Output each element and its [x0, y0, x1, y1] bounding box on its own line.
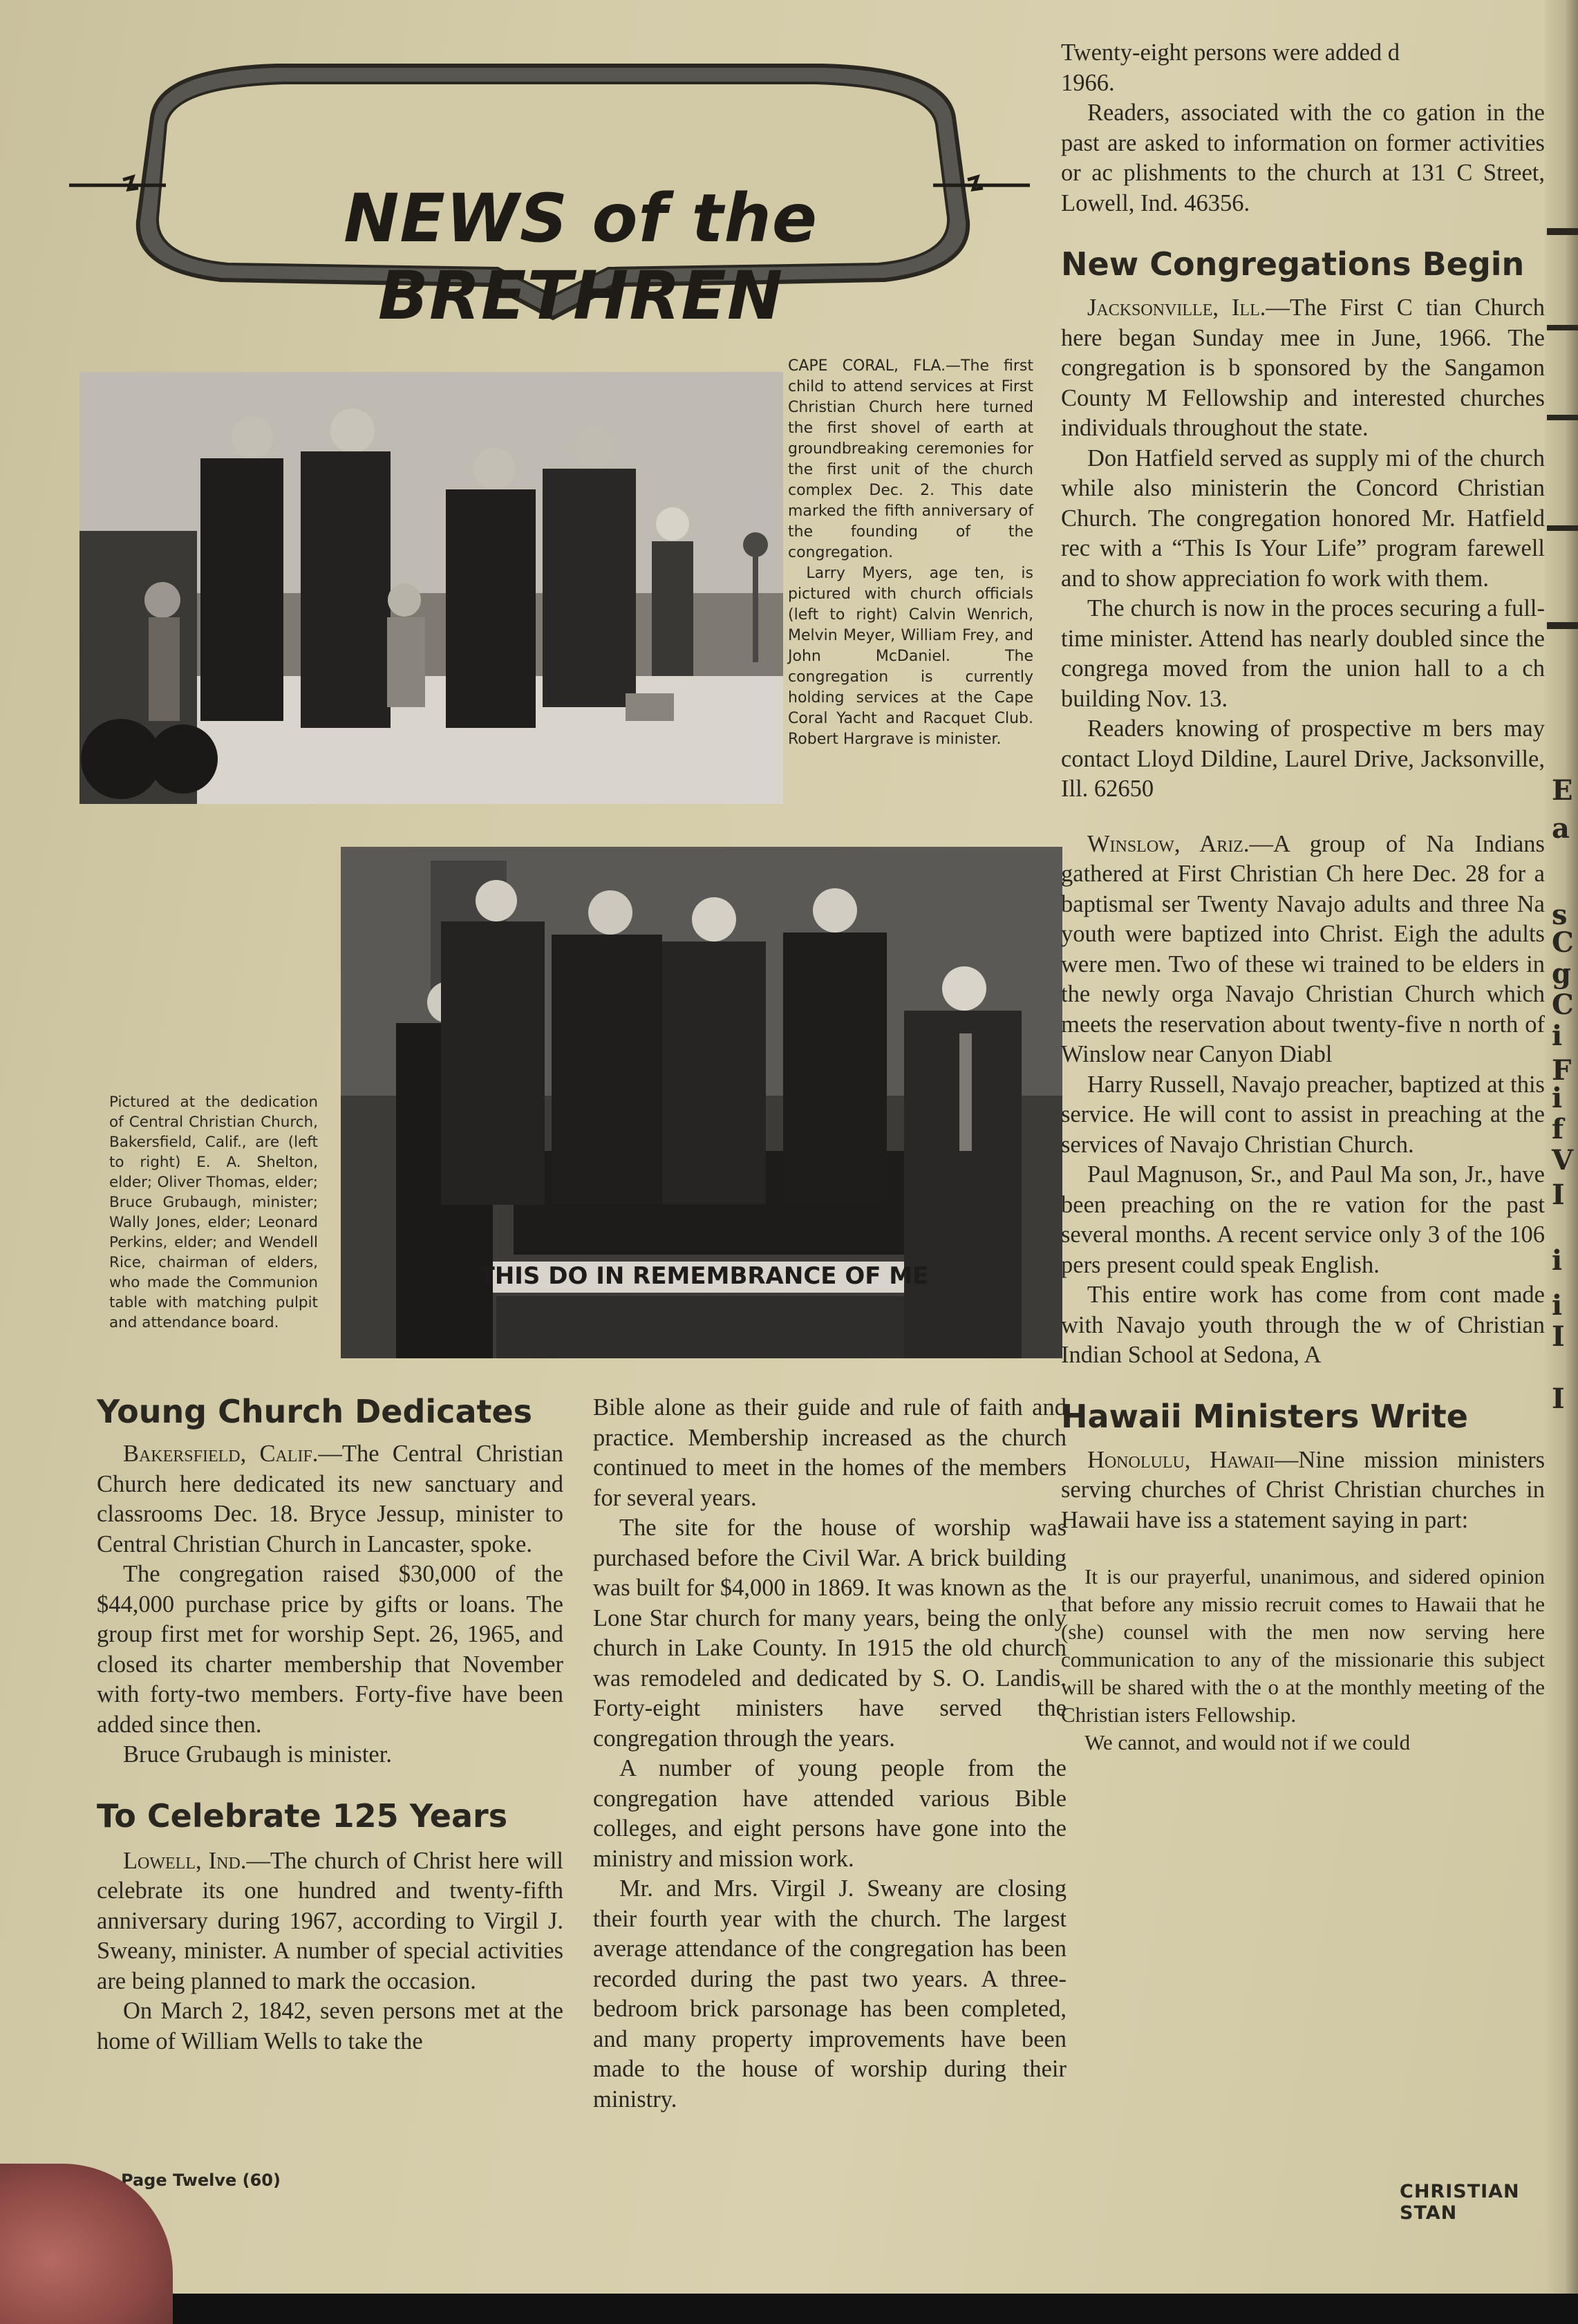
jacksonville-p4: Readers knowing of prospective m bers may contact Lloyd Dildine, Laurel Drive, Jacksonville, Ill. 62650: [1061, 715, 1545, 802]
jacksonville-p1: [1061, 293, 1545, 444]
young-church-dateline: Bakersfield, Calif.: [122, 1441, 319, 1467]
dedication-caption: [109, 1092, 318, 1333]
margin-letter-5: g: [1552, 957, 1571, 990]
celebrate-p2: On March 2, 1842, seven persons met at the home of William Wells to take the: [97, 1998, 563, 2054]
hawaii-p1-text: —Nine mission ministers serving churches of Christ Christian churches in Hawaii have iss a statement saying in part:: [1061, 1446, 1545, 1533]
running-title: CHRISTIAN STAN: [1400, 2181, 1520, 2224]
hawaii-p1: [1061, 1445, 1545, 1536]
margin-letter-16: I: [1552, 1383, 1565, 1415]
celebrate-p1: [97, 1846, 563, 1997]
winslow-p1-text: —A group of Na Indians gathered at First Christian Ch here Dec. 28 for a baptismal ser Twenty Navajo adults and three Na youth were baptized into Christ. Eigh the adults were men. Two of these wi trained to be elders in the newly orga Navajo Christian Church which meets the reservation about twenty-five n north of Winslow near Canyon Diabl: [1061, 830, 1545, 1067]
young-church-p2: The congregation raised $30,000 of the $44,000 purchase price by gifts or loans. The group first met for worship Sept. 26, 1965, and closed its charter membership that November with forty-two members. Forty-five have been added since then.: [97, 1561, 563, 1738]
margin-letter-7: i: [1552, 1020, 1563, 1052]
middle-p1: Bible alone as their guide and rule of faith and practice. Membership increased as the church continued to meet in the homes of the members for several years.: [593, 1394, 1067, 1511]
right-column: [1061, 38, 1545, 2153]
winslow-p2: Harry Russell, Navajo preacher, baptized at this service. He will cont to assist in preaching at the services of Navajo Christian Church.: [1061, 1071, 1545, 1158]
celebrate-dateline: Lowell, Ind.: [122, 1847, 247, 1874]
winslow-p4: This entire work has come from cont made with Navajo youth through the w of Christian Indian School at Sedona, A: [1061, 1282, 1545, 1368]
margin-letter-1: E: [1552, 774, 1573, 807]
middle-column: [593, 1393, 1067, 2115]
groundbreaking-caption-p2: Larry Myers, age ten, is pictured with church officials (left to right) Calvin Wenrich, Melvin Meyer, William Frey, and John McDaniel. The congregation is currently holding services at the Cape Coral Yacht and Racquet Club. Robert Hargrave is minister.: [788, 565, 1033, 748]
left-column: [97, 1391, 563, 2056]
jacksonville-p3: The church is now in the proces securing a full-time minister. Attend has nearly doubled since the congrega moved from the union hall to a ch building Nov. 13.: [1061, 595, 1545, 712]
masthead-title: NEWS of the BRETHREN: [344, 180, 818, 335]
margin-letter-3: s: [1552, 899, 1568, 931]
middle-p2: The site for the house of worship was purchased before the Civil War. A brick building was built for $4,000 in 1869. It was known as the Lone Star church for many years, being the only church in Lake County. In 1915 the old church was remodeled and dedicated by S. O. Landis. Forty-eight ministers have served the congregation through the years.: [593, 1515, 1067, 1752]
heading-celebrate: To Celebrate 125 Years: [97, 1797, 508, 1835]
celebrate-p1-text: —The church of Christ here will celebrate its one hundred and twenty-fifth anniversary during 1967, according to Virgil J. Sweany, minister. A number of special activities are being planned to mark the occasion.: [97, 1847, 563, 1994]
heading-hawaii: Hawaii Ministers Write: [1061, 1397, 1468, 1435]
heading-new-congregations: New Congregations Begin: [1061, 245, 1525, 283]
young-church-p3: Bruce Grubaugh is minister.: [122, 1741, 392, 1768]
young-church-p1: [97, 1439, 563, 1559]
winslow-p3: Paul Magnuson, Sr., and Paul Ma son, Jr., have been preaching on the re vation for the past several months. A recent service only 3 of the 106 pers present could speak English.: [1061, 1161, 1545, 1278]
hawaii-quote-p2: We cannot, and would not if we could: [1084, 1730, 1411, 1754]
groundbreaking-photo: [79, 372, 783, 804]
right-p1-year: 1966.: [1061, 69, 1115, 96]
middle-p4: Mr. and Mrs. Virgil J. Sweany are closing their fourth year with the church. The largest average attendance of the congregation has been recorded during the past two years. A three-bedroom brick parsonage has been completed, and many property improvements have been made to the house of worship during their ministry.: [593, 1875, 1067, 2112]
masthead: [69, 41, 1030, 335]
margin-letter-10: f: [1552, 1113, 1564, 1145]
middle-p3: A number of young people from the congregation have attended various Bible colleges, and eight persons have gone into the ministry and mission work.: [593, 1755, 1067, 1872]
dedication-caption-text: Pictured at the dedication of Central Christian Church, Bakersfield, Calif., are (left to right) E. A. Shelton, elder; Oliver Thomas, elder; Bruce Grubaugh, minister; Wally Jones, elder; Leonard Perkins, elder; and Wendell Rice, chairman of elders, who made the Communion table with matching pulpit and attendance board.: [109, 1094, 318, 1331]
hawaii-dateline: Honolulu, Hawaii: [1087, 1446, 1275, 1473]
margin-letter-11: V: [1552, 1144, 1574, 1177]
jacksonville-p2: Don Hatfield served as supply mi of the church while also ministerin the Concord Christian Church. The congregation honored Mr. Hatfield rec with a “This Is Your Life” program farewell and to show appreciation fo work with them.: [1061, 444, 1545, 592]
heading-young-church: Young Church Dedicates: [97, 1393, 533, 1430]
right-p1-text: Twenty-eight persons were added d: [1061, 39, 1400, 66]
right-p1: [1061, 38, 1545, 98]
page-bottom-shadow: [0, 2294, 1578, 2324]
dedication-photo: [341, 847, 1062, 1358]
jacksonville-p1-text: —The First C tian Church here began Sunday mee in June, 1966. The congregation is b sponsored by the Sangamon County M Fellowship and interested churches individuals throughout the state.: [1061, 294, 1545, 441]
hawaii-quote-p1: It is our prayerful, unanimous, and sidered opinion that before any missio recruit comes to Hawaii that he (she) counsel with the men now serving here communication to any of the missionarie this subject will be shared with the o at the monthly meeting of the Christian isters Fellowship.: [1061, 1564, 1545, 1727]
margin-letter-12: I: [1552, 1179, 1565, 1211]
margin-letter-15: I: [1552, 1320, 1565, 1353]
margin-letter-8: F: [1552, 1054, 1572, 1087]
margin-letter-14: i: [1552, 1289, 1563, 1322]
communion-table-banner: THIS DO IN REMEMBRANCE OF ME: [478, 1262, 929, 1290]
margin-letter-6: C: [1552, 988, 1574, 1021]
margin-letter-2: a: [1552, 812, 1570, 845]
right-p2: Readers, associated with the co gation in the past are asked to information on former activities or ac plishments to the church at 131 C Street, Lowell, Ind. 46356.: [1061, 100, 1545, 216]
margin-letter-9: i: [1552, 1082, 1563, 1114]
margin-letter-13: i: [1552, 1244, 1563, 1277]
jacksonville-dateline: Jacksonville, Ill.: [1087, 294, 1266, 321]
page-folio: Page Twelve (60): [121, 2171, 281, 2190]
margin-letter-4: C: [1552, 926, 1574, 959]
groundbreaking-caption-p1: CAPE CORAL, FLA.—The first child to attend services at First Christian Church here turned the first shovel of earth at groundbreaking ceremonies for the first unit of the church complex Dec. 2. This date marked the fifth anniversary of the founding of the congregation.: [788, 357, 1033, 561]
young-church-p1-text: —The Central Christian Church here dedicated its new sanctuary and classrooms Dec. 18. Bryce Jessup, minister to Central Christian Church in Lancaster, spoke.: [97, 1441, 563, 1557]
winslow-dateline: Winslow, Ariz.: [1087, 830, 1250, 857]
winslow-p1: [1061, 830, 1545, 1070]
groundbreaking-caption: [788, 356, 1033, 750]
